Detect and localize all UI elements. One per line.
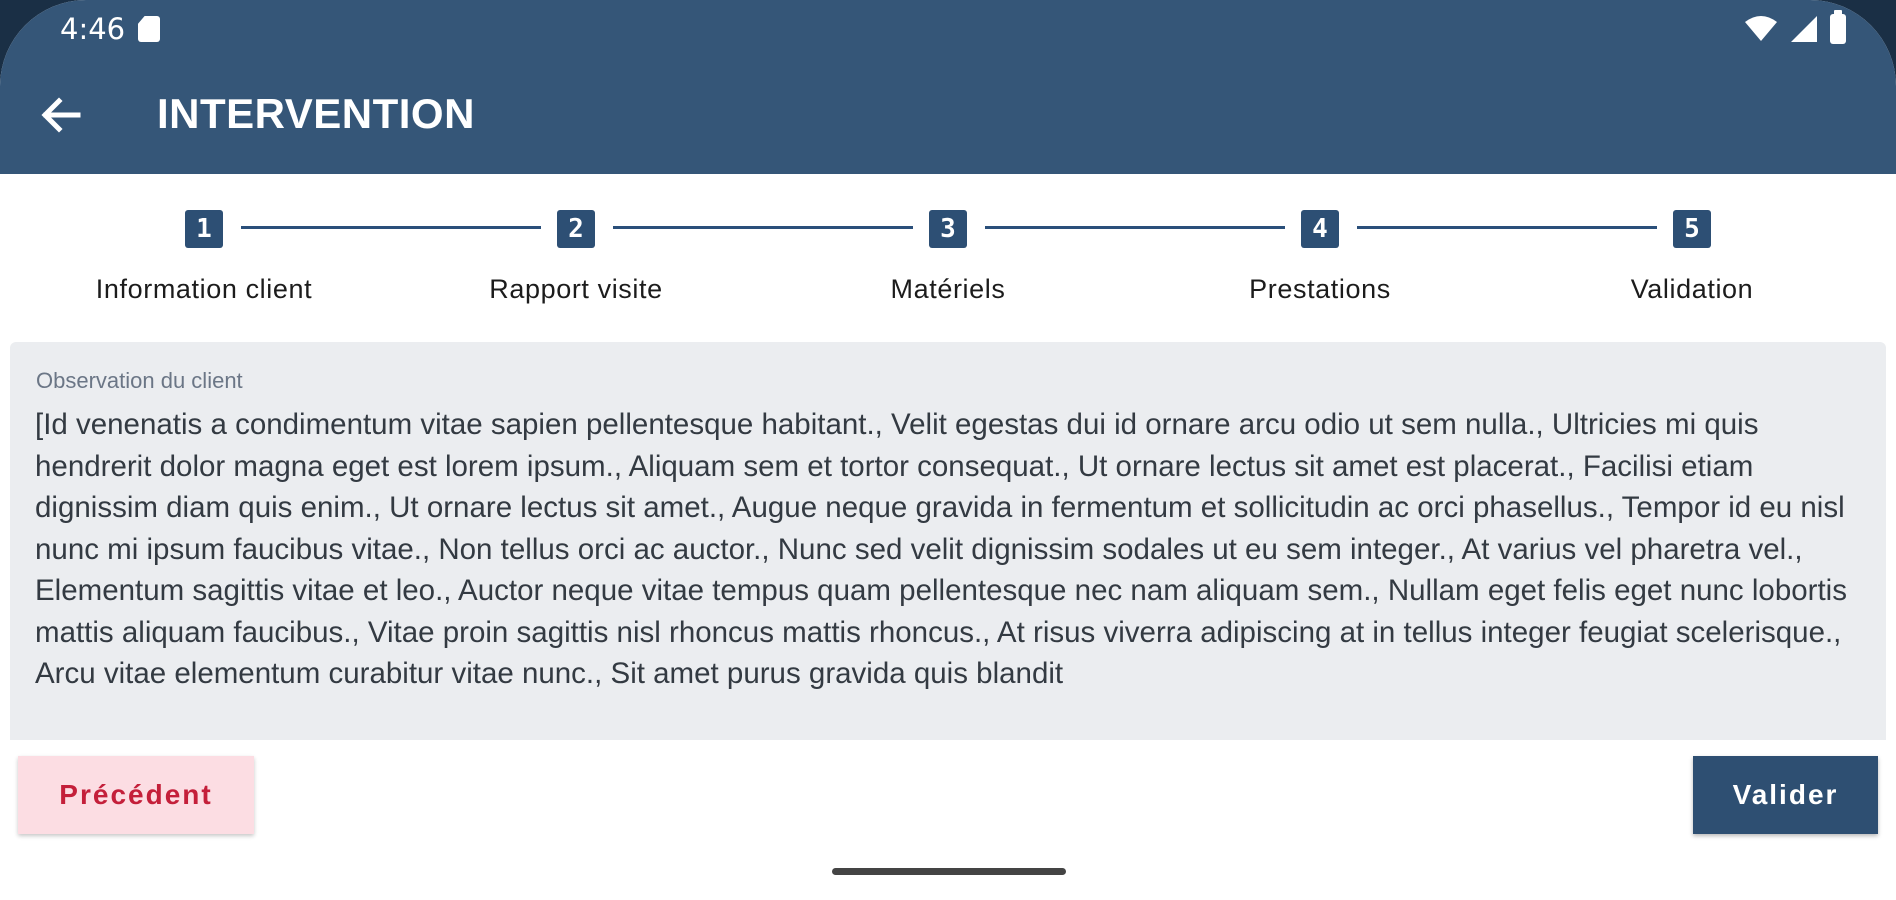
step-connector: [241, 226, 541, 229]
previous-button[interactable]: Précédent: [18, 756, 254, 834]
step-number-badge: 3: [929, 210, 967, 248]
page-title: INTERVENTION: [157, 90, 475, 137]
step-label: Prestations: [1249, 274, 1391, 304]
sd-card-icon: [138, 16, 160, 42]
observation-field[interactable]: [10, 342, 1886, 740]
step-label: Rapport visite: [489, 274, 663, 304]
step-number-badge: 4: [1301, 210, 1339, 248]
step-label: Matériels: [890, 274, 1006, 304]
status-icons: [1744, 14, 1846, 44]
wifi-icon: [1744, 16, 1778, 42]
step-number-badge: 2: [557, 210, 595, 248]
status-time: 4:46: [60, 12, 126, 46]
step-label: Information client: [95, 274, 313, 304]
step-connector: [1357, 226, 1657, 229]
observation-label: Observation du client: [36, 368, 243, 393]
signal-icon: [1790, 15, 1818, 43]
step-number-badge: 1: [185, 210, 223, 248]
step-number-badge: 5: [1673, 210, 1711, 248]
back-arrow-icon[interactable]: [38, 92, 84, 138]
step-label: Validation: [1630, 274, 1754, 304]
validate-button[interactable]: Valider: [1693, 756, 1878, 834]
battery-icon: [1830, 14, 1846, 44]
step-connector: [613, 226, 913, 229]
observation-textarea[interactable]: [Id venenatis a condimentum vitae sapien pellentesque habitant., Velit egestas dui id ornare arcu odio ut sem nulla., Ultricies mi quis hendrerit dolor magna eget est lorem ipsum., Aliquam sem et tortor consequat., Ut ornare lectus sit amet est placerat., Facilisi etiam dignissim diam quis enim., Ut ornare lectus sit amet., Augue neque gravida in fermentum et sollicitudin ac orci phasellus., Tempor id eu nisl nunc mi ipsum faucibus vitae., Non tellus orci ac auctor., Nunc sed velit dignissim sodales ut eu sem integer., At varius vel pharetra vel., Elementum sagittis vitae et leo., Auctor neque vitae tempus quam pellentesque nec nam aliquam sem., Nullam eget felis eget nunc lobortis mattis aliquam faucibus., Vitae proin sagittis nisl rhoncus mattis rhoncus., At risus viverra adipiscing at in tellus integer feugiat scelerisque., Arcu vitae elementum curabitur vitae nunc., Sit amet purus gravida quis blandit: [35, 408, 1847, 690]
app-bar: [0, 0, 1896, 174]
home-indicator[interactable]: [832, 868, 1066, 875]
step-connector: [985, 226, 1285, 229]
progress-stepper: [0, 174, 1896, 340]
